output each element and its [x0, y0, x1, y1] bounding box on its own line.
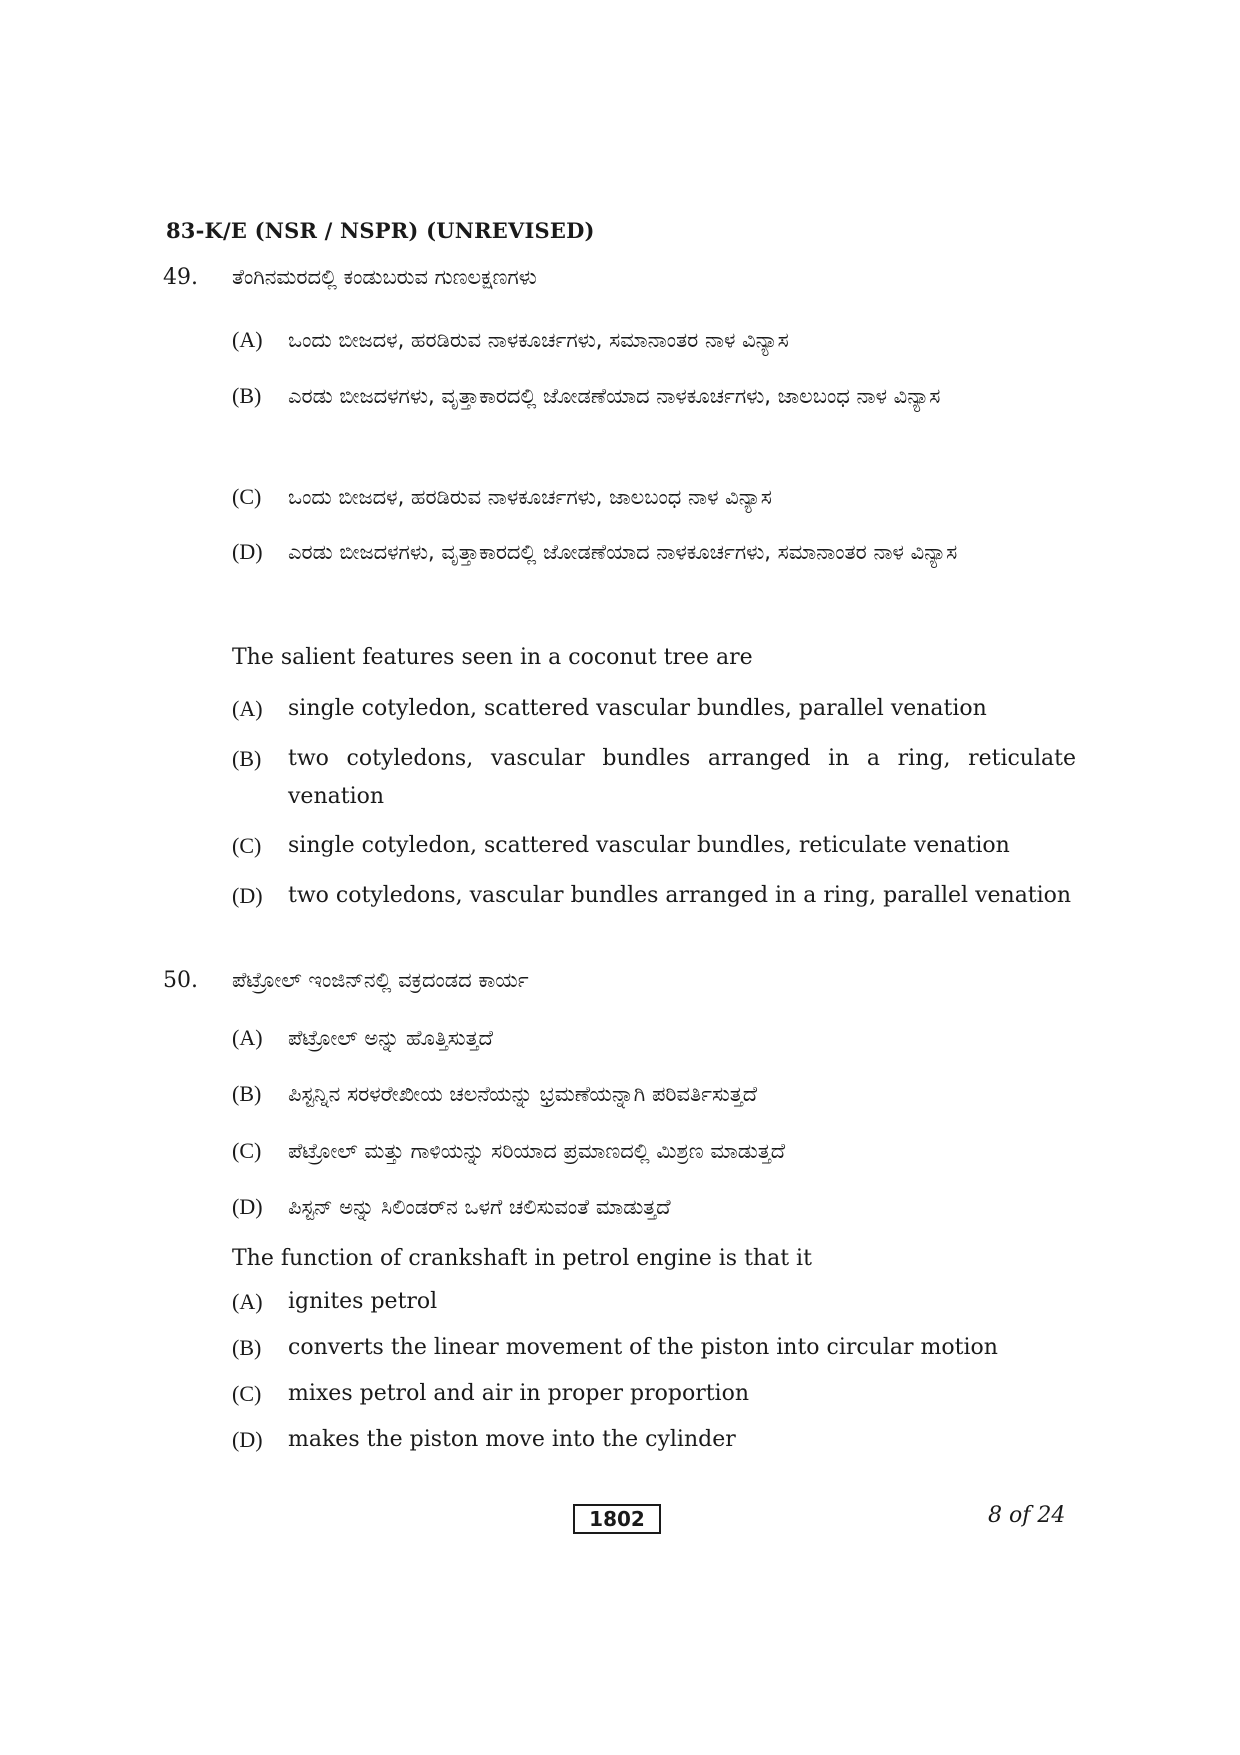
- option-label: (A): [232, 327, 263, 352]
- option-label: (B): [232, 1081, 262, 1106]
- option-label: (D): [232, 883, 263, 908]
- option-label: (B): [232, 746, 262, 771]
- option-kannada: [232, 1129, 1076, 1173]
- option-text: converts the linear movement of the piston into circular motion: [288, 1335, 998, 1360]
- option-text: ಒಂದು ಬೀಜದಳ, ಹರಡಿರುವ ನಾಳಕೂರ್ಚಗಳು, ಸಮಾನಾಂತರ ನಾಳ ವಿನ್ಯಾಸ: [288, 328, 789, 352]
- option-english: [232, 1283, 1076, 1321]
- paper-code-box: 1802: [573, 1504, 661, 1534]
- option-text: single cotyledon, scattered vascular bundles, reticulate venation: [288, 833, 1010, 858]
- option-english: [232, 690, 1076, 728]
- option-english: [232, 740, 1076, 816]
- option-label: (C): [232, 484, 262, 509]
- option-label: (D): [232, 1194, 263, 1219]
- page-number: 8 of 24: [988, 1503, 1066, 1528]
- option-english: [232, 1375, 1076, 1413]
- option-kannada: [232, 1016, 1076, 1060]
- question-text-english: The function of crankshaft in petrol engine is that it: [232, 1246, 812, 1271]
- option-label: (C): [232, 1138, 262, 1163]
- option-kannada: [232, 1072, 1076, 1116]
- question-number: 50.: [163, 968, 198, 993]
- option-label: (C): [232, 833, 262, 858]
- option-text: ಪಿಸ್ಟನ್ ಅನ್ನು ಸಿಲಿಂಡರ್‌ನ ಒಳಗೆ ಚಲಿಸುವಂತೆ ಮಾಡುತ್ತದೆ: [288, 1195, 671, 1219]
- option-english: [232, 827, 1076, 865]
- question-text-english: The salient features seen in a coconut tree are: [232, 645, 753, 670]
- option-text: ಎರಡು ಬೀಜದಳಗಳು, ವೃತ್ತಾಕಾರದಲ್ಲಿ ಜೋಡಣೆಯಾದ ನಾಳಕೂರ್ಚಗಳು, ಸಮಾನಾಂತರ ನಾಳ ವಿನ್ಯಾಸ: [288, 540, 958, 564]
- option-english: [232, 877, 1076, 915]
- option-label: (A): [232, 696, 263, 721]
- option-kannada: [232, 1185, 1076, 1229]
- option-label: (D): [232, 539, 263, 564]
- option-label: (B): [232, 1335, 262, 1360]
- option-label: (C): [232, 1381, 262, 1406]
- option-text: two cotyledons, vascular bundles arranged in a ring, reticulate venation: [288, 746, 1076, 809]
- option-label: (B): [232, 383, 262, 408]
- option-text: ಪಿಸ್ಟನ್ನಿನ ಸರಳರೇಖೀಯ ಚಲನೆಯನ್ನು ಭ್ರಮಣೆಯನ್ನಾಗಿ ಪರಿವರ್ತಿಸುತ್ತದೆ: [288, 1082, 758, 1106]
- option-text: mixes petrol and air in proper proportion: [288, 1381, 750, 1406]
- option-kannada: [232, 475, 1076, 519]
- option-english: [232, 1421, 1076, 1459]
- option-text: ಎರಡು ಬೀಜದಳಗಳು, ವೃತ್ತಾಕಾರದಲ್ಲಿ ಜೋಡಣೆಯಾದ ನಾಳಕೂರ್ಚಗಳು, ಜಾಲಬಂಧ ನಾಳ ವಿನ್ಯಾಸ: [288, 384, 941, 408]
- option-english: [232, 1329, 1076, 1367]
- question-number: 49.: [163, 265, 198, 290]
- option-label: (A): [232, 1025, 263, 1050]
- question-text-kannada: ತೆಂಗಿನಮರದಲ್ಲಿ ಕಂಡುಬರುವ ಗುಣಲಕ್ಷಣಗಳು: [232, 265, 537, 289]
- option-text: single cotyledon, scattered vascular bundles, parallel venation: [288, 696, 987, 721]
- option-text: ಪೆಟ್ರೋಲ್ ಅನ್ನು ಹೊತ್ತಿಸುತ್ತದೆ: [288, 1026, 493, 1050]
- option-text: ಒಂದು ಬೀಜದಳ, ಹರಡಿರುವ ನಾಳಕೂರ್ಚಗಳು, ಜಾಲಬಂಧ ನಾಳ ವಿನ್ಯಾಸ: [288, 485, 772, 509]
- question-text-kannada: ಪೆಟ್ರೋಲ್ ಇಂಜಿನ್‌ನಲ್ಲಿ ವಕ್ರದಂಡದ ಕಾರ್ಯ: [232, 968, 529, 992]
- option-text: ignites petrol: [288, 1289, 438, 1314]
- option-kannada: [232, 530, 1076, 574]
- option-kannada: [232, 318, 1076, 362]
- option-kannada: [232, 374, 1076, 418]
- option-label: (D): [232, 1427, 263, 1452]
- option-text: makes the piston move into the cylinder: [288, 1427, 736, 1452]
- paper-header: 83-K/E (NSR / NSPR) (UNREVISED): [166, 218, 595, 243]
- option-label: (A): [232, 1289, 263, 1314]
- option-text: two cotyledons, vascular bundles arranged in a ring, parallel venation: [288, 883, 1072, 908]
- option-text: ಪೆಟ್ರೋಲ್ ಮತ್ತು ಗಾಳಿಯನ್ನು ಸರಿಯಾದ ಪ್ರಮಾಣದಲ್ಲಿ ಮಿಶ್ರಣ ಮಾಡುತ್ತದೆ: [288, 1139, 786, 1163]
